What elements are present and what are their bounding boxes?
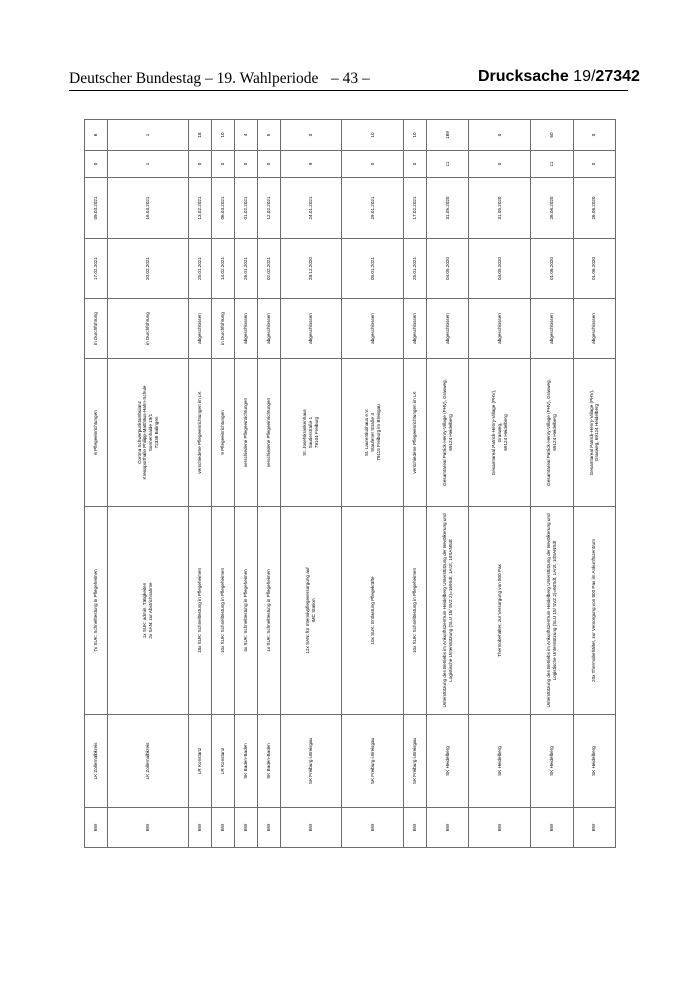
cell-land: BW (280, 808, 342, 848)
cell-massnahme: 4x SUK: Schnelltestung in Pflegeheimen (234, 507, 257, 715)
cell-count-a: 0 (404, 151, 427, 178)
cell-ende: 16.04.2021 (107, 178, 188, 239)
table-row (573, 120, 615, 848)
cell-status: abgeschlossen (573, 299, 615, 359)
table-row (404, 120, 427, 848)
cell-ort: 6 Pflegeeinrichtungen (85, 359, 108, 507)
cell-beginn: 01.06.2020 (573, 239, 615, 299)
table-row (257, 120, 280, 848)
cell-status: in Durchführung (212, 299, 235, 359)
cell-count-b: 6 (85, 120, 108, 151)
cell-ort: verschiedene Pflegeeinrichtungen im LK (404, 359, 427, 507)
cell-kreis: SK Heidelberg (427, 715, 469, 808)
table-row (280, 120, 342, 848)
cell-beginn: 01.06.2020 (531, 239, 573, 299)
cell-ende: 26.06.2020 (531, 178, 573, 239)
cell-beginn: 17.02.2021 (85, 239, 108, 299)
table-row (107, 120, 188, 848)
cell-massnahme: 18x SUK: Schnelltestung in Pflegeheimen (189, 507, 212, 715)
cell-count-b: 0 (280, 120, 342, 151)
cell-count-a: 0 (234, 151, 257, 178)
cell-count-a: 0 (257, 151, 280, 178)
table-row (212, 120, 235, 848)
cell-massnahme: 1x SUK: Schnelltestung in Pflegeheimen (257, 507, 280, 715)
cell-ende: 24.01.2021 (280, 178, 342, 239)
cell-ort: Gesamtareal Patrick-Henry-Village (PHV), Grasweg, 69124 Heidelberg (573, 359, 615, 507)
cell-kreis: SK Freiburg i.Breisgau (404, 715, 427, 808)
cell-count-a: 0 (469, 151, 531, 178)
cell-count-a: 0 (342, 151, 404, 178)
cell-massnahme: 10x SUK: Entlastung Pflegekräfte (342, 507, 404, 715)
cell-status: abgeschlossen (469, 299, 531, 359)
cell-status: abgeschlossen (342, 299, 404, 359)
cell-count-b: 0 (573, 120, 615, 151)
cell-status: abgeschlossen (257, 299, 280, 359)
document-number-prefix: 19/ (573, 68, 596, 85)
cell-status: abgeschlossen (234, 299, 257, 359)
table-row (427, 120, 469, 848)
cell-count-a: 0 (573, 151, 615, 178)
cell-massnahme: 12x SAN: für Intensivpflegeversorgung auf IMC Station (280, 507, 342, 715)
cell-count-b: 60 (531, 120, 573, 151)
cell-ende: 17.02.2021 (404, 178, 427, 239)
cell-count-b: 5 (257, 120, 280, 151)
cell-beginn: 02.02.2021 (257, 239, 280, 299)
cell-land: BW (107, 808, 188, 848)
cell-count-b: 10 (342, 120, 404, 151)
table-row (189, 120, 212, 848)
cell-kreis: SK Freiburg i.Breisgau (280, 715, 342, 808)
table-row (85, 120, 108, 848)
cell-count-a: 0 (212, 151, 235, 178)
table-row (342, 120, 404, 848)
document-number-main: 27342 (595, 68, 640, 85)
document-label: Drucksache (478, 68, 569, 85)
cell-count-a: 11 (531, 151, 573, 178)
cell-land: BW (212, 808, 235, 848)
cell-land: BW (427, 808, 469, 848)
cell-land: BW (573, 808, 615, 848)
cell-land: BW (257, 808, 280, 848)
cell-beginn: 04.05.2020 (469, 239, 531, 299)
cell-status: abgeschlossen (427, 299, 469, 359)
table-row (234, 120, 257, 848)
cell-count-a: 11 (427, 151, 469, 178)
cell-beginn: 28.12.2020 (280, 239, 342, 299)
cell-land: BW (342, 808, 404, 848)
cell-count-a: 9 (280, 151, 342, 178)
cell-ende: 09.03.2021 (85, 178, 108, 239)
cell-status: abgeschlossen (280, 299, 342, 359)
table-row (469, 120, 531, 848)
cell-status: abgeschlossen (531, 299, 573, 359)
cell-status: abgeschlossen (404, 299, 427, 359)
cell-ort: Gesamtareal Patrick-Henry-Village (PHV), Grasweg, 69124 Heidelberg (469, 359, 531, 507)
cell-count-b: 10 (212, 120, 235, 151)
cell-beginn: 14.02.2021 (212, 239, 235, 299)
cell-land: BW (404, 808, 427, 848)
cell-count-b: 169 (427, 120, 469, 151)
cell-count-b: 4 (234, 120, 257, 151)
cell-kreis: SK Heidelberg (573, 715, 615, 808)
cell-count-b: 18 (189, 120, 212, 151)
cell-ort: Gesamtareal Patrick-Henry-Village (PHV), Grasweg, 69124 Heidelberg (531, 359, 573, 507)
header-rule (69, 90, 628, 91)
cell-kreis: SK Baden-Baden (257, 715, 280, 808)
cell-ort: verschiedene Pflegeeinrichtungen (234, 359, 257, 507)
cell-massnahme: Unterstützung des Betriebs im Ankunftszentrum Heidelberg Unterstützung der Bevölkerung und Logistische Unterstützung (SLU 15/ SVZ 2)=60Sdt, 1Arzt, 10SANSdt (531, 507, 573, 715)
header-title: Deutscher Bundestag – 19. Wahlperiode (69, 70, 319, 87)
cell-count-a: 0 (85, 151, 108, 178)
cell-land: BW (234, 808, 257, 848)
cell-massnahme: 1x SUK: admin. Tätigkeiten 2x SAN: zur Abstrichnahme (107, 507, 188, 715)
cell-count-b: 1 (107, 120, 188, 151)
cell-kreis: LK Zollernalbkreis (85, 715, 108, 808)
cell-kreis: LR Konstanz (189, 715, 212, 808)
cell-kreis: LK Zollernalbkreis (107, 715, 188, 808)
cell-ende: 12.02.2021 (257, 178, 280, 239)
cell-ende: 29.01.2021 (342, 178, 404, 239)
page-number: – 43 – (331, 70, 370, 87)
cell-beginn: 26.01.2021 (234, 239, 257, 299)
cell-massnahme: Unterstützung des Betriebs im Ankunftszentrum Heidelberg Unterstützung der Bevölkerung und Logistische Unterstützung (SLU 15/ SVZ 2)=169Sdt, 1Arzt, 10SANSdt (427, 507, 469, 715)
cell-ort: St. Josefskrankenhaus Sautierstraße 1 79104 Freiburg (280, 359, 342, 507)
cell-ort: Corona Schwerpunktambulanz Kreissporthalle Philipp-Matthäus-Hahn-Schule Sonnenhalde 19/1 72336 Balingen (107, 359, 188, 507)
table-row (531, 120, 573, 848)
cell-status: abgeschlossen (189, 299, 212, 359)
cell-land: BW (189, 808, 212, 848)
cell-ort: St. Laurentiushaus e.V. Staufener Straße 4 79115 Freiburg im Breisgau (342, 359, 404, 507)
cell-ende: 06.03.2021 (212, 178, 235, 239)
cell-ende: 31.05.2020 (427, 178, 469, 239)
document-number (478, 68, 640, 86)
cell-ort: 9 Pflegeeinrichtungen (212, 359, 235, 507)
cell-massnahme: Thermobehälter, zur Versorgung von 800 Pax (469, 507, 531, 715)
table-container (84, 120, 616, 848)
cell-beginn: 25.01.2021 (189, 239, 212, 299)
cell-kreis: SK Heidelberg (469, 715, 531, 808)
cell-kreis: SK Freiburg i.Breisgau (342, 715, 404, 808)
cell-land: BW (85, 808, 108, 848)
cell-kreis: SK Baden-Baden (234, 715, 257, 808)
cell-massnahme: 10x SUK: Schnelltestung in Pflegeheimen (404, 507, 427, 715)
cell-ort: verschiedene Pflegeeinrichtungen (257, 359, 280, 507)
cell-ende: 31.05.2020 (469, 178, 531, 239)
cell-ort: verschiedene Pflegeeinrichtungen im LK (189, 359, 212, 507)
cell-land: BW (469, 808, 531, 848)
cell-ende: 01.02.2021 (234, 178, 257, 239)
cell-count-a: 0 (189, 151, 212, 178)
cell-count-b: 0 (469, 120, 531, 151)
cell-massnahme: 10x SUK: Schnelltestung in Pflegeheimen (212, 507, 235, 715)
cell-status: in Durchführung (107, 299, 188, 359)
cell-massnahme: 7x SUK: Schnelltestung in Pflegeheimen (85, 507, 108, 715)
cell-ende: 26.06.2020 (573, 178, 615, 239)
cell-count-a: 1 (107, 151, 188, 178)
cell-beginn: 05.01.2021 (342, 239, 404, 299)
cell-count-b: 10 (404, 120, 427, 151)
cell-ende: 13.02.2021 (189, 178, 212, 239)
cell-beginn: 20.02.2021 (107, 239, 188, 299)
cell-ort: Gesamtareal Patrick-Henry-Village (PHV), Grasweg, 69124 Heidelberg (427, 359, 469, 507)
cell-beginn: 04.05.2020 (427, 239, 469, 299)
cell-status: in Durchführung (85, 299, 108, 359)
cell-massnahme: 20x Thermobehälter, zur Versorgung von 800 Pax im Ankunftszentrum (573, 507, 615, 715)
data-table (84, 119, 616, 848)
cell-land: BW (531, 808, 573, 848)
cell-kreis: SK Heidelberg (531, 715, 573, 808)
cell-kreis: LR Konstanz (212, 715, 235, 808)
cell-beginn: 25.01.2021 (404, 239, 427, 299)
